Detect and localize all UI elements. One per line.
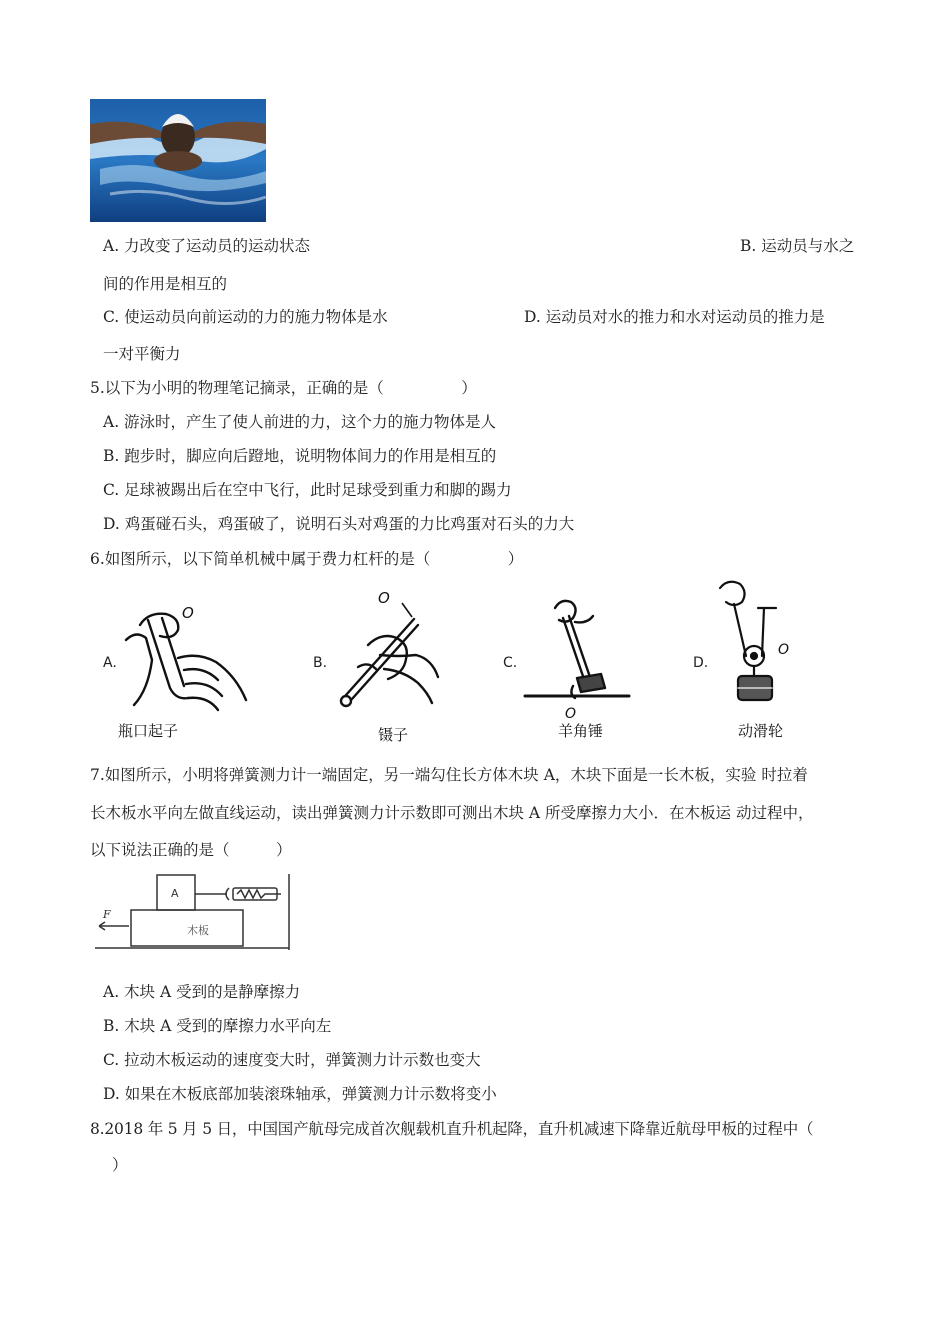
claw-hammer-drawing <box>525 594 635 722</box>
q4-option-d-line1: D. 运动员对水的推力和水对运动员的推力是 <box>524 308 825 326</box>
q6-figure-a-caption: 瓶口起子 <box>118 722 179 740</box>
q6-figure-c-letter: C. <box>503 655 518 671</box>
q7-stem-line1: 7.如图所示，小明将弹簧测力计一端固定，另一端勾住长方体木块 A，木块下面是一长木板，实验 时拉着 <box>90 766 808 784</box>
q6-figure-a-pivot <box>182 604 194 622</box>
q6-stem: 6.如图所示，以下简单机械中属于费力杠杆的是（ ） <box>90 550 524 568</box>
q6-figure-b-letter: B. <box>313 655 328 671</box>
q7-option-d: D. 如果在木板底部加装滚珠轴承，弹簧测力计示数将变小 <box>103 1085 497 1103</box>
q5-option-d: D. 鸡蛋碰石头，鸡蛋破了，说明石头对鸡蛋的力比鸡蛋对石头的力大 <box>103 515 575 533</box>
svg-text:O: O <box>378 589 390 607</box>
q7-figure-force-label <box>102 908 111 921</box>
q7-option-b: B. 木块 A 受到的摩擦力水平向左 <box>103 1017 332 1035</box>
movable-pulley-drawing <box>712 578 812 710</box>
q6-figure-d-pivot <box>778 642 789 658</box>
q6-figure-b-caption: 镊子 <box>378 726 409 744</box>
q4-option-b-line2: 间的作用是相互的 <box>103 275 228 293</box>
friction-experiment-diagram <box>95 872 295 954</box>
q4-option-b-line1: B. 运动员与水之 <box>740 237 855 255</box>
q7-option-a: A. 木块 A 受到的是静摩擦力 <box>103 983 301 1001</box>
q5-option-c: C. 足球被踢出后在空中飞行，此时足球受到重力和脚的踢力 <box>103 481 512 499</box>
q7-figure-board-label <box>187 923 209 937</box>
q8-stem-line2: ） <box>112 1156 128 1174</box>
q4-option-c: C. 使运动员向前运动的力的施力物体是水 <box>103 308 388 326</box>
svg-text:F: F <box>103 908 111 921</box>
q7-option-c: C. 拉动木板运动的速度变大时，弹簧测力计示数也变大 <box>103 1051 481 1069</box>
q6-figure-c-caption: 羊角锤 <box>558 722 604 740</box>
q5-option-b: B. 跑步时，脚应向后蹬地，说明物体间力的作用是相互的 <box>103 447 497 465</box>
q6-figure-b-pivot <box>378 589 390 607</box>
q8-stem-line1: 8.2018 年 5 月 5 日，中国国产航母完成首次舰载机直升机起降，直升机减速下降靠近航母甲板的过程中（ <box>90 1120 814 1138</box>
q7-figure-block-label <box>171 887 179 900</box>
q5-option-a: A. 游泳时，产生了使人前进的力，这个力的施力物体是人 <box>103 413 497 431</box>
q5-stem: 5.以下为小明的物理笔记摘录，正确的是（ ） <box>90 379 477 397</box>
tweezers-drawing <box>328 585 448 720</box>
q6-figure-d-caption: 动滑轮 <box>738 722 784 740</box>
svg-text:木板: 木板 <box>187 924 209 937</box>
q6-figure-d-letter: D. <box>693 655 709 671</box>
q4-option-a: A. 力改变了运动员的运动状态 <box>103 237 311 255</box>
svg-text:O: O <box>565 706 577 722</box>
svg-text:A: A <box>171 887 179 900</box>
q7-stem-line3: 以下说法正确的是（ ） <box>90 841 292 859</box>
q4-option-d-line2: 一对平衡力 <box>103 345 181 363</box>
svg-text:O: O <box>778 642 790 658</box>
q7-stem-line2: 长木板水平向左做直线运动，读出弹簧测力计示数即可测出木块 A 所受摩擦力大小．在木板运 动过程中， <box>90 804 814 822</box>
bottle-opener-drawing <box>118 600 258 715</box>
svg-text:O: O <box>182 604 194 622</box>
q6-figure-a-letter: A. <box>103 655 117 671</box>
swimmer-photo <box>90 99 266 222</box>
